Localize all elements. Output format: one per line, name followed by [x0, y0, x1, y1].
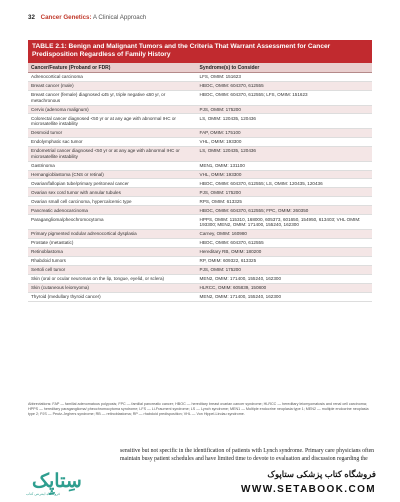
table-row — [28, 274, 372, 283]
syndrome-cell: Hereditary RB, OMIM: 180200 — [197, 247, 372, 256]
syndrome-cell: HBOC, OMIM: 604370, 612555 — [197, 81, 372, 90]
abbreviations-note: Abbreviations: FAP — familial adenomatous polyposis; FPC — familial pancreatic cancer; HBOC — hereditary breast ovarian cancer syndrome; HLRCC — hereditary leiomyomatosis and renal cell carcinoma; HPPS — hereditary paraganglioma/ pheochromocytoma syndrome; LFS — Li-Fraumeni syndrome; LS — Lynch syndrome; MEN1 — Multiple endocrine neoplasia type 1; MEN2 — multiple endocrine neoplasia type 2; PJS — Peutz-Jeghers syndrome; RB — retinoblastoma; RP — rhabdoid predisposition; VHL — Von Hippel-Lindau syndrome. — [28, 402, 369, 416]
syndrome-cell: PJS, OMIM: 175200 — [197, 265, 372, 274]
cancer-feature-cell: Primary pigmented nodular adrenocortical dysplasia — [28, 229, 197, 238]
table-row — [28, 283, 372, 292]
table-row — [28, 105, 372, 114]
table-row — [28, 179, 372, 188]
tumor-criteria-table — [28, 63, 372, 302]
syndrome-cell: MEN2, OMIM: 171400, 155240, 162300 — [197, 292, 372, 301]
table-row — [28, 161, 372, 170]
table-row — [28, 197, 372, 206]
column-header-syndrome: Syndrome(s) to Consider — [197, 63, 372, 73]
syndrome-cell: HLRCC, OMIM: 605839, 150800 — [197, 283, 372, 292]
table-row — [28, 114, 372, 129]
syndrome-cell: LFS, OMIM: 151623 — [197, 73, 372, 82]
cancer-feature-cell: Endolymphatic sac tumor — [28, 138, 197, 147]
table-body — [28, 73, 372, 302]
logo-text: سِتاپِک — [32, 471, 82, 492]
syndrome-cell: HPPS, OMIM: 115310, 168000, 605373, 601650, 154950, 613403; VHL OMIM: 193300; MEN2, OMIM: 171400, 155240, 162300 — [197, 215, 372, 230]
cancer-feature-cell: Breast cancer (male) — [28, 81, 197, 90]
cancer-feature-cell: Ovarian small cell carcinoma, hypercalcemic type — [28, 197, 197, 206]
cancer-feature-cell: Skin (oral or ocular neuromas on the lip, tongue, eyelid, or sclera) — [28, 274, 197, 283]
cancer-feature-cell: Skin (cutaneous leiomyoma) — [28, 283, 197, 292]
store-name: فروشگاه کتاب پزشکی ستاپوک — [267, 469, 376, 479]
cancer-feature-cell: Thyroid (medullary thyroid cancer) — [28, 292, 197, 301]
table-row — [28, 292, 372, 301]
syndrome-cell: Carney, OMIM: 160980 — [197, 229, 372, 238]
syndrome-cell: PJS, OMIM: 175200 — [197, 105, 372, 114]
cancer-feature-cell: Cervix (adenoma malignum) — [28, 105, 197, 114]
cancer-feature-cell: Hemangioblastoma (CNS or retinal) — [28, 170, 197, 179]
syndrome-cell: PJS, OMIM: 175200 — [197, 188, 372, 197]
syndrome-cell: LS, OMIM: 120435, 120436 — [197, 114, 372, 129]
table-row — [28, 238, 372, 247]
logo-subtitle: فروشگاه اینترنتی کتاب — [26, 492, 60, 496]
cancer-feature-cell: Retinoblastoma — [28, 247, 197, 256]
footer-banner — [0, 464, 400, 502]
cancer-feature-cell: Desmoid tumor — [28, 129, 197, 138]
cancer-feature-cell: Endometrial cancer diagnosed <50 yr or at any age with abnormal IHC or microsatellite instability — [28, 146, 197, 161]
cancer-feature-cell: Ovarian sex cord tumor with annular tubules — [28, 188, 197, 197]
cancer-feature-cell: Sertoli cell tumor — [28, 265, 197, 274]
syndrome-cell: HBOC, OMIM: 604370, 612555 — [197, 238, 372, 247]
cancer-feature-cell: Paraganglioma/pheochromocytoma — [28, 215, 197, 230]
syndrome-cell: LS, OMIM: 120435, 120436 — [197, 146, 372, 161]
cancer-feature-cell: Breast cancer (female) diagnosed ≤45 yr, triple negative ≤60 yr, or metachronous — [28, 90, 197, 105]
store-url: WWW.SETABOOK.COM — [241, 484, 376, 495]
cancer-feature-cell: Colorectal cancer diagnosed <50 yr or at any age with abnormal IHC or microsatellite instability — [28, 114, 197, 129]
page-number: 32 — [28, 14, 35, 21]
table-row — [28, 146, 372, 161]
syndrome-cell: HBOC, OMIM: 604370, 612555; LS, OMIM: 120435, 120436 — [197, 179, 372, 188]
column-header-cancer: Cancer/Feature (Proband or FDR) — [28, 63, 197, 73]
page-header — [28, 14, 146, 21]
syndrome-cell: FAP, OMIM: 175100 — [197, 129, 372, 138]
table-row — [28, 206, 372, 215]
syndrome-cell: HBOC, OMIM: 604370, 612555; FPC, OMIM: 260350 — [197, 206, 372, 215]
table-row — [28, 129, 372, 138]
book-subtitle: A Clinical Approach — [92, 14, 147, 21]
table-row — [28, 170, 372, 179]
cancer-feature-cell: Prostate (metastatic) — [28, 238, 197, 247]
cancer-feature-cell: Ovarian/fallopian tube/primary peritoneal cancer — [28, 179, 197, 188]
setabook-logo — [20, 466, 90, 500]
table-row — [28, 138, 372, 147]
table-row — [28, 229, 372, 238]
table-row — [28, 265, 372, 274]
syndrome-cell: VHL, OMIM: 193300 — [197, 170, 372, 179]
syndrome-cell: RPS, OMIM: 613325 — [197, 197, 372, 206]
table-row — [28, 247, 372, 256]
table-caption: TABLE 2.1: Benign and Malignant Tumors and the Criteria That Warrant Assessment for Cancer Predisposition Regardless of Family History — [28, 40, 372, 63]
table-row — [28, 215, 372, 230]
syndrome-cell: VHL, OMIM: 193300 — [197, 138, 372, 147]
syndrome-cell: HBOC, OMIM: 604370, 612555; LFS, OMIM: 151623 — [197, 90, 372, 105]
syndrome-cell: MEN2, OMIM: 171400, 155240, 162300 — [197, 274, 372, 283]
body-paragraph: sensitive but not specific in the identification of patients with Lynch syndrome. Primary care physicians often maintain busy patient schedules and have limited time to devote to evaluation and discussion regarding the — [120, 448, 375, 463]
syndrome-cell: RP, OMIM: 609322, 613325 — [197, 256, 372, 265]
table-row — [28, 188, 372, 197]
table-container — [28, 40, 372, 302]
syndrome-cell: MEN1, OMIM: 131100 — [197, 161, 372, 170]
table-header-row — [28, 63, 372, 73]
table-row — [28, 73, 372, 82]
book-title: Cancer Genetics: — [40, 14, 92, 21]
cancer-feature-cell: Adrenocortical carcinoma — [28, 73, 197, 82]
table-row — [28, 256, 372, 265]
table-row — [28, 81, 372, 90]
cancer-feature-cell: Rhabdoid tumors — [28, 256, 197, 265]
table-row — [28, 90, 372, 105]
cancer-feature-cell: Gastrinoma — [28, 161, 197, 170]
cancer-feature-cell: Pancreatic adenocarcinoma — [28, 206, 197, 215]
